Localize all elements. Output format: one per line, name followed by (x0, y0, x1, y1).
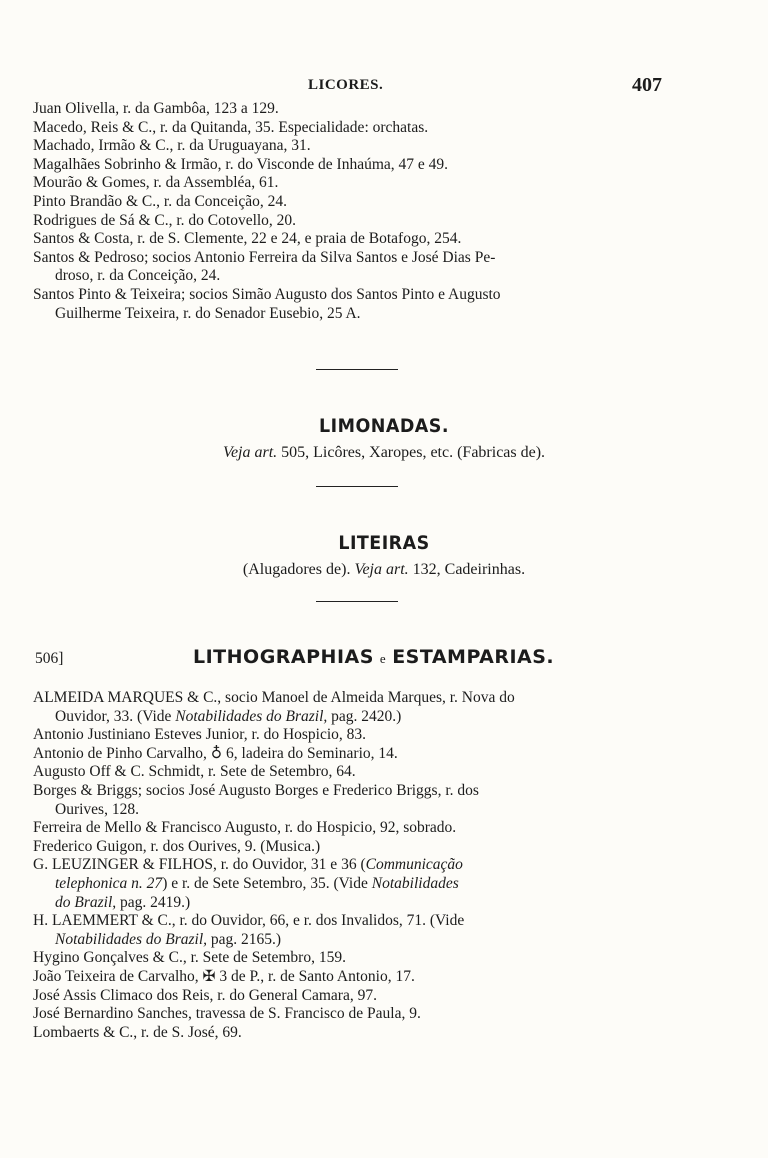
liteiras-reference (0, 561, 768, 579)
list-item: Guilherme Teixeira, r. do Senador Eusebio, 25 A. (55, 304, 361, 322)
text-segment: ) e r. de Sete Setembro, 35. (Vide (162, 874, 372, 892)
section-divider (316, 486, 398, 487)
list-item (33, 763, 693, 782)
text-segment: ALMEIDA MARQUES & C., socio Manoel de Almeida Marques, r. Nova do (33, 689, 515, 706)
list-item (33, 894, 693, 913)
list-item: Mourão & Gomes, r. da Assembléa, 61. (33, 174, 279, 192)
lithographias-title-b: ESTAMPARIAS. (392, 646, 555, 668)
list-item: Pinto Brandão & C., r. da Conceição, 24. (33, 192, 287, 210)
list-item: Macedo, Reis & C., r. da Quitanda, 35. Especialidade: orchatas. (33, 118, 429, 136)
list-item (33, 931, 693, 950)
list-item: droso, r. da Conceição, 24. (55, 267, 221, 285)
liteiras-see-rest: 132, Cadeirinhas. (408, 561, 526, 578)
limonadas-see-rest: 505, Licôres, Xaropes, etc. (Fabricas de). (277, 444, 546, 461)
list-item: Magalhães Sobrinho & Irmão, r. do Visconde de Inhaúma, 47 e 49. (33, 155, 449, 173)
text-segment: Frederico Guigon, r. dos Ourives, 9. (Musica.) (33, 837, 321, 855)
lithographias-title-e: e (379, 651, 387, 666)
italic-text: Notabilidades do Brazil, (175, 707, 328, 725)
list-item (33, 726, 693, 745)
text-segment: Ferreira de Mello & Francisco Augusto, r. do Hospicio, 92, sobrado. (33, 819, 457, 837)
text-segment: Ourives, 128. (55, 800, 139, 818)
list-item: Machado, Irmão & C., r. da Uruguayana, 31. (33, 137, 311, 155)
list-item (33, 1024, 693, 1043)
list-item (33, 782, 693, 801)
text-segment: H. LAEMMERT & C., r. do Ouvidor, 66, e r. dos Invalidos, 71. (Vide (33, 912, 465, 930)
text-segment: Lombaerts & C., r. de S. José, 69. (33, 1023, 242, 1041)
list-item: Santos Pinto & Teixeira; socios Simão Augusto dos Santos Pinto e Augusto (33, 285, 501, 303)
italic-text: Notabilidades (371, 874, 459, 892)
list-item (33, 689, 693, 708)
list-item (33, 875, 693, 894)
limonadas-see-italic: Veja art. (222, 444, 278, 461)
text-segment: pag. 2420.) (327, 707, 402, 725)
text-segment: Ouvidor, 33. (Vide (55, 707, 176, 725)
list-item (33, 838, 693, 857)
italic-text: telephonica n. 27 (55, 874, 163, 892)
text-segment: Augusto Off & C. Schmidt, r. Sete de Setembro, 64. (33, 763, 356, 781)
text-segment: Hygino Gonçalves & C., r. Sete de Setembro, 159. (33, 949, 346, 967)
text-segment: José Assis Climaco dos Reis, r. do General Camara, 97. (33, 986, 377, 1004)
list-item: Juan Olivella, r. da Gambôa, 123 a 129. (33, 100, 279, 117)
text-segment: Borges & Briggs; socios José Augusto Borges e Frederico Briggs, r. dos (33, 781, 479, 799)
liteiras-title: LITEIRAS (338, 532, 430, 554)
liteiras-before: (Alugadores de). (242, 561, 355, 578)
lithographias-entries (33, 689, 693, 1042)
liteiras-see-italic: Veja art. (354, 561, 409, 578)
text-segment: Antonio de Pinho Carvalho, ♁ 6, ladeira do Seminario, 14. (33, 744, 398, 762)
lithographias-title (193, 646, 554, 668)
limonadas-reference (0, 444, 768, 462)
text-segment: G. LEUZINGER & FILHOS, r. do Ouvidor, 31 e 36 ( (33, 856, 366, 874)
list-item: Santos & Pedroso; socios Antonio Ferreira da Silva Santos e José Dias Pe- (33, 248, 496, 266)
list-item (33, 856, 693, 875)
list-item (33, 801, 693, 820)
list-item (33, 912, 693, 931)
list-item (33, 949, 693, 968)
list-item (33, 708, 693, 727)
list-item (33, 987, 693, 1006)
text-segment: Antonio Justiniano Esteves Junior, r. do Hospicio, 83. (33, 726, 367, 744)
text-segment: José Bernardino Sanches, travessa de S. Francisco de Paula, 9. (33, 1005, 421, 1023)
running-header-title: LICORES. (308, 77, 384, 93)
text-segment: João Teixeira de Carvalho, ✠ 3 de P., r. de Santo Antonio, 17. (33, 967, 415, 985)
text-segment: pag. 2165.) (207, 930, 282, 948)
list-item: Santos & Costa, r. de S. Clemente, 22 e 24, e praia de Botafogo, 254. (33, 230, 462, 248)
limonadas-title: LIMONADAS. (319, 415, 449, 437)
italic-text: Notabilidades do Brazil, (55, 930, 207, 948)
page-number: 407 (632, 74, 662, 96)
list-item (33, 745, 693, 764)
section-divider (316, 369, 398, 370)
article-number: 506] (35, 650, 64, 667)
lithographias-title-a: LITHOGRAPHIAS (193, 646, 374, 668)
list-item (33, 968, 693, 987)
licores-entries (33, 100, 693, 323)
italic-text: Communicação (365, 856, 463, 874)
text-segment: pag. 2419.) (116, 893, 191, 911)
section-divider (316, 601, 398, 602)
italic-text: do Brazil, (55, 893, 117, 911)
list-item: Rodrigues de Sá & C., r. do Cotovello, 20. (33, 211, 297, 229)
list-item (33, 819, 693, 838)
list-item (33, 1005, 693, 1024)
